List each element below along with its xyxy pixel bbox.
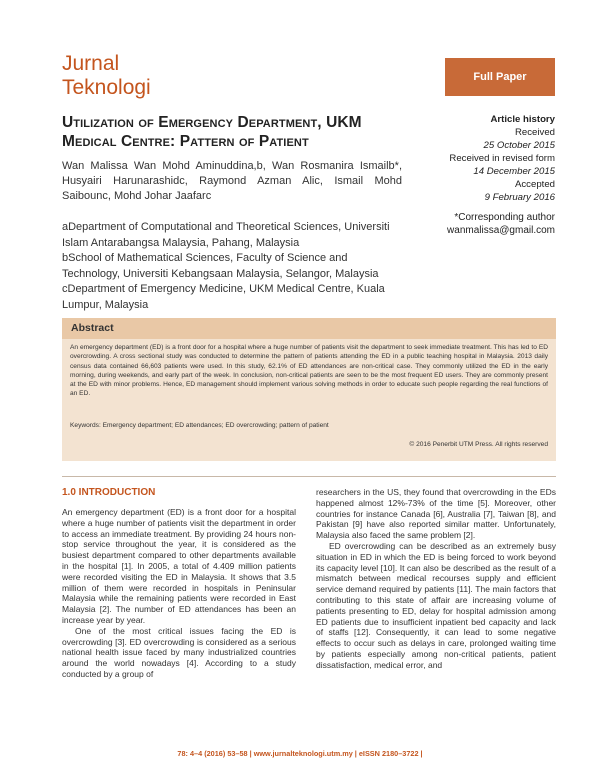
affiliation-a: aDepartment of Computational and Theoretical Sciences, Universiti Islam Antarabangsa Malaysia, Pahang, Malaysia [62, 221, 390, 249]
accepted-label: Accepted [514, 179, 555, 190]
corresponding-email[interactable]: wanmalissa@gmail.com [447, 225, 555, 236]
abstract-text: An emergency department (ED) is a front door for a hospital where a huge number of patients visit the department to seek immediate treatment. This has led to ED overcrowding. A cross sectional study was conducted to determine the pattern of patients attending the ED in a public teaching hospital in Malaysia. 2013 daily census data contained 66,603 patients were used. In this study, 62.1% of ED attendances are non-critical case. They commonly utilized the ED in the early morning, during weekends, and early part of the week. In conclusion, non-critical patients are seen to be the most frequent ED users. They are commonly present at the ED with minor problems. Hence, ED management should implement various solving methods in order to educate such people regarding the real functions of an ED. [70, 344, 548, 398]
section-divider [62, 476, 556, 477]
keywords: Keywords: Emergency department; ED attendances; ED overcrowding; pattern of patient [70, 422, 329, 429]
body-column-left [62, 507, 296, 680]
paragraph: researchers in the US, they found that overcrowding in the EDs happened almost 12%-73% of the time [5]. Moreover, other countries for instance Canada [6], Australia [7], Taiwan [8], and Pakistan [9] have also reported similar matter. Unfortunately, Malaysia also faced the same problem [2]. [316, 487, 556, 541]
abstract-heading: Abstract [71, 322, 114, 334]
paragraph: An emergency department (ED) is a front door for a hospital where a huge number of patients visit the department in order to access an immediate treatment. By providing 24 hours non-stop service throughout the year, it is considered as the busiest department compared to other departments available in the hospital [1]. In 2005, a total of 4.409 million patients were recorded visiting the ED in Malaysia. It shows that 3.5 million of them were recorded in hospitals in Peninsular Malaysia while the remaining patients were recorded in East Malaysia [2]. The number of ED attendances has been an increase year by year. [62, 507, 296, 625]
corresponding-label: *Corresponding author [454, 212, 555, 223]
paragraph: ED overcrowding can be described as an extremely busy situation in ED in which the ED is being forced to work beyond its capacity level [10]. It can also be described as the result of a mismatch between medical recourses supply and efficient service demand required by patients [11]. The main factors that contributing to this state of affair are increasing volume of patients presenting to ED, delay for hospital admission among ED patients due to insufficient inpatient bed capacity and lack of staffs [12]. Consequently, it can lead to some negative effects to occur such as delays in care, prolonged waiting time by patients especially among non-critical patients, patient dissatisfaction, medical error, and [316, 540, 556, 670]
copyright-notice: © 2016 Penerbit UTM Press. All rights reserved [409, 441, 548, 448]
paper-title: Utilization of Emergency Department, UKM Medical Centre: Pattern of Patient [62, 114, 362, 150]
journal-name-line1: Jurnal [62, 52, 120, 75]
corresponding-author [405, 211, 555, 237]
affiliation-b: bSchool of Mathematical Sciences, Faculty of Science and Technology, Universiti Kebangsaan Malaysia, Selangor, Malaysia [62, 252, 379, 280]
received-date: 25 October 2015 [483, 140, 555, 151]
full-paper-badge: Full Paper [445, 58, 555, 96]
affiliations [62, 220, 402, 313]
article-history [405, 113, 555, 204]
revised-date: 14 December 2015 [473, 166, 555, 177]
abstract-header [62, 318, 556, 339]
author-list: Wan Malissa Wan Mohd Aminuddina,b, Wan Rosmanira Ismailb*, Husyairi Harunarashidc, Raymond Azman Alic, Ismail Mohd Saibounc, Mohd Johar Jaafarc [62, 160, 402, 202]
received-label: Received [515, 127, 555, 138]
revised-label: Received in revised form [449, 153, 555, 164]
page-footer: 78: 4–4 (2016) 53–58 | www.jurnalteknologi.utm.my | eISSN 2180–3722 | [177, 749, 423, 758]
accepted-date: 9 February 2016 [484, 192, 555, 203]
paragraph: One of the most critical issues facing the ED is overcrowding [3]. ED overcrowding is considered as a serious national health issue faced by many industrialized countries around the world nowadays [4]. According to a study conducted by a group of [62, 625, 296, 679]
journal-name-line2: Teknologi [62, 76, 151, 99]
body-column-right [316, 487, 556, 671]
history-heading: Article history [490, 114, 555, 125]
affiliation-c: cDepartment of Emergency Medicine, UKM Medical Centre, Kuala Lumpur, Malaysia [62, 283, 385, 311]
journal-logo [62, 52, 151, 100]
section-heading-introduction: 1.0 INTRODUCTION [62, 487, 156, 498]
